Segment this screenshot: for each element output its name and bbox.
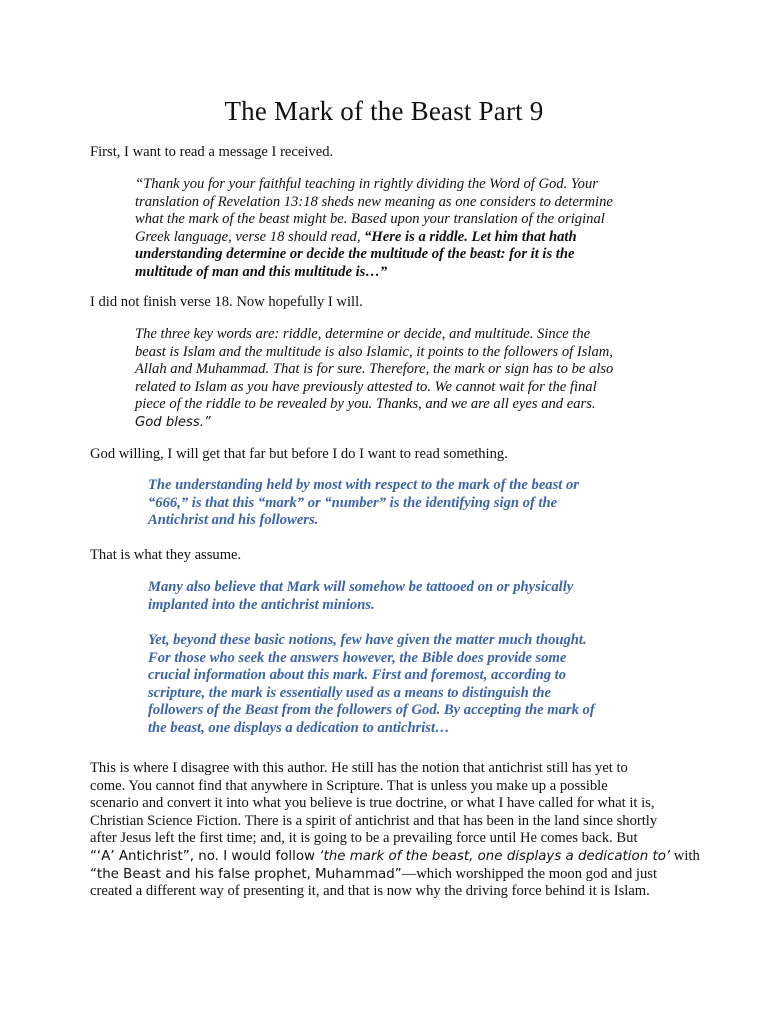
- paragraph-line: [90, 866, 710, 884]
- paragraph-line: This is where I disagree with this author. He still has the notion that antichrist still has yet to: [90, 760, 628, 776]
- quote-message-continued: [135, 326, 635, 432]
- blue-quote-line: implanted into the antichrist minions.: [148, 596, 375, 613]
- paragraph-assume: That is what they assume.: [90, 547, 242, 563]
- blue-quote-understanding: [148, 477, 628, 530]
- paragraph-line: [90, 848, 710, 866]
- paragraph-verse: I did not finish verse 18. Now hopefully I will.: [90, 294, 363, 310]
- blue-quote-line: For those who seek the answers however, the Bible does provide some: [148, 649, 567, 666]
- paragraph-line: created a different way of presenting it, and that is now why the driving force behind it is Islam.: [90, 883, 650, 900]
- blue-quote-line: Antichrist and his followers.: [148, 512, 319, 529]
- blue-quote-line: Yet, beyond these basic notions, few have given the matter much thought.: [148, 632, 587, 648]
- blue-quote-notions: [148, 632, 628, 738]
- quote-line: related to Islam as you have previously attested to. We cannot wait for the final: [135, 378, 597, 395]
- beast-prophet-phrase: “the Beast and his false prophet, Muhammad”: [90, 866, 402, 882]
- paragraph-line: after Jesus left the first time; and, it is going to be a prevailing force until He comes back. But: [90, 830, 638, 847]
- paragraph-text: with: [670, 847, 700, 864]
- paragraph-text: —which worshipped the moon god and just: [401, 865, 658, 882]
- quote-message-line: understanding determine or decide the multitude of the beast: for it is the: [135, 246, 575, 263]
- blue-quote-tattoo: [148, 579, 628, 614]
- blue-quote-line: followers of the Beast from the followers of God. By accepting the mark of: [148, 702, 595, 719]
- paragraph-disagree: [90, 760, 710, 901]
- page-title: The Mark of the Beast Part 9: [224, 96, 544, 126]
- blue-quote-line: Many also believe that Mark will somehow be tattooed on or physically: [148, 579, 574, 595]
- paragraph-line: scenario and convert it into what you believe is true doctrine, or what I have called for what it is,: [90, 795, 655, 812]
- paragraph-intro: First, I want to read a message I received.: [90, 144, 334, 160]
- blue-quote-line: crucial information about this mark. First and foremost, according to: [148, 667, 567, 684]
- paragraph-line: come. You cannot find that anywhere in Scripture. That is unless you make up a possible: [90, 777, 608, 794]
- paragraph-line: Christian Science Fiction. There is a spirit of antichrist and that has been in the land since shortly: [90, 812, 658, 829]
- blue-quote-line: the beast, one displays a dedication to antichrist…: [148, 719, 450, 736]
- quote-line: Allah and Muhammad. That is for sure. Therefore, the mark or sign has to be also: [135, 361, 614, 378]
- quote-message-line: “Thank you for your faithful teaching in rightly dividing the Word of God. Your: [135, 176, 598, 192]
- antichrist-phrase: “‘A’ Antichrist”, no. I would follow: [90, 848, 320, 864]
- blue-quote-line: The understanding held by most with respect to the mark of the beast or: [148, 477, 579, 493]
- quote-message-line: multitude of man and this multitude is…”: [135, 263, 388, 280]
- blue-quote-line: scripture, the mark is essentially used as a means to distinguish the: [148, 684, 552, 701]
- blue-quote-line: “666,” is that this “mark” or “number” is the identifying sign of the: [148, 494, 558, 511]
- quote-message-emphasis: “Here is a riddle. Let him that hath: [364, 228, 577, 245]
- quote-message-line: translation of Revelation 13:18 sheds new meaning as one considers to determine: [135, 193, 613, 210]
- quote-line: The three key words are: riddle, determine or decide, and multitude. Since the: [135, 326, 591, 342]
- quote-line: piece of the riddle to be revealed by you. Thanks, and we are all eyes and ears.: [135, 396, 596, 413]
- quote-message-text: Greek language, verse 18 should read,: [135, 228, 365, 245]
- quote-message-line: [135, 229, 635, 247]
- quote-message: [135, 176, 635, 282]
- paragraph-god-willing: God willing, I will get that far but before I do I want to read something.: [90, 446, 508, 462]
- quote-line: God bless.”: [135, 414, 211, 430]
- quote-message-line: what the mark of the beast might be. Based upon your translation of the original: [135, 211, 605, 228]
- quote-line: beast is Islam and the multitude is also Islamic, it points to the followers of Islam,: [135, 343, 613, 360]
- quoted-phrase: ‘the mark of the beast, one displays a dedication to’: [319, 848, 671, 864]
